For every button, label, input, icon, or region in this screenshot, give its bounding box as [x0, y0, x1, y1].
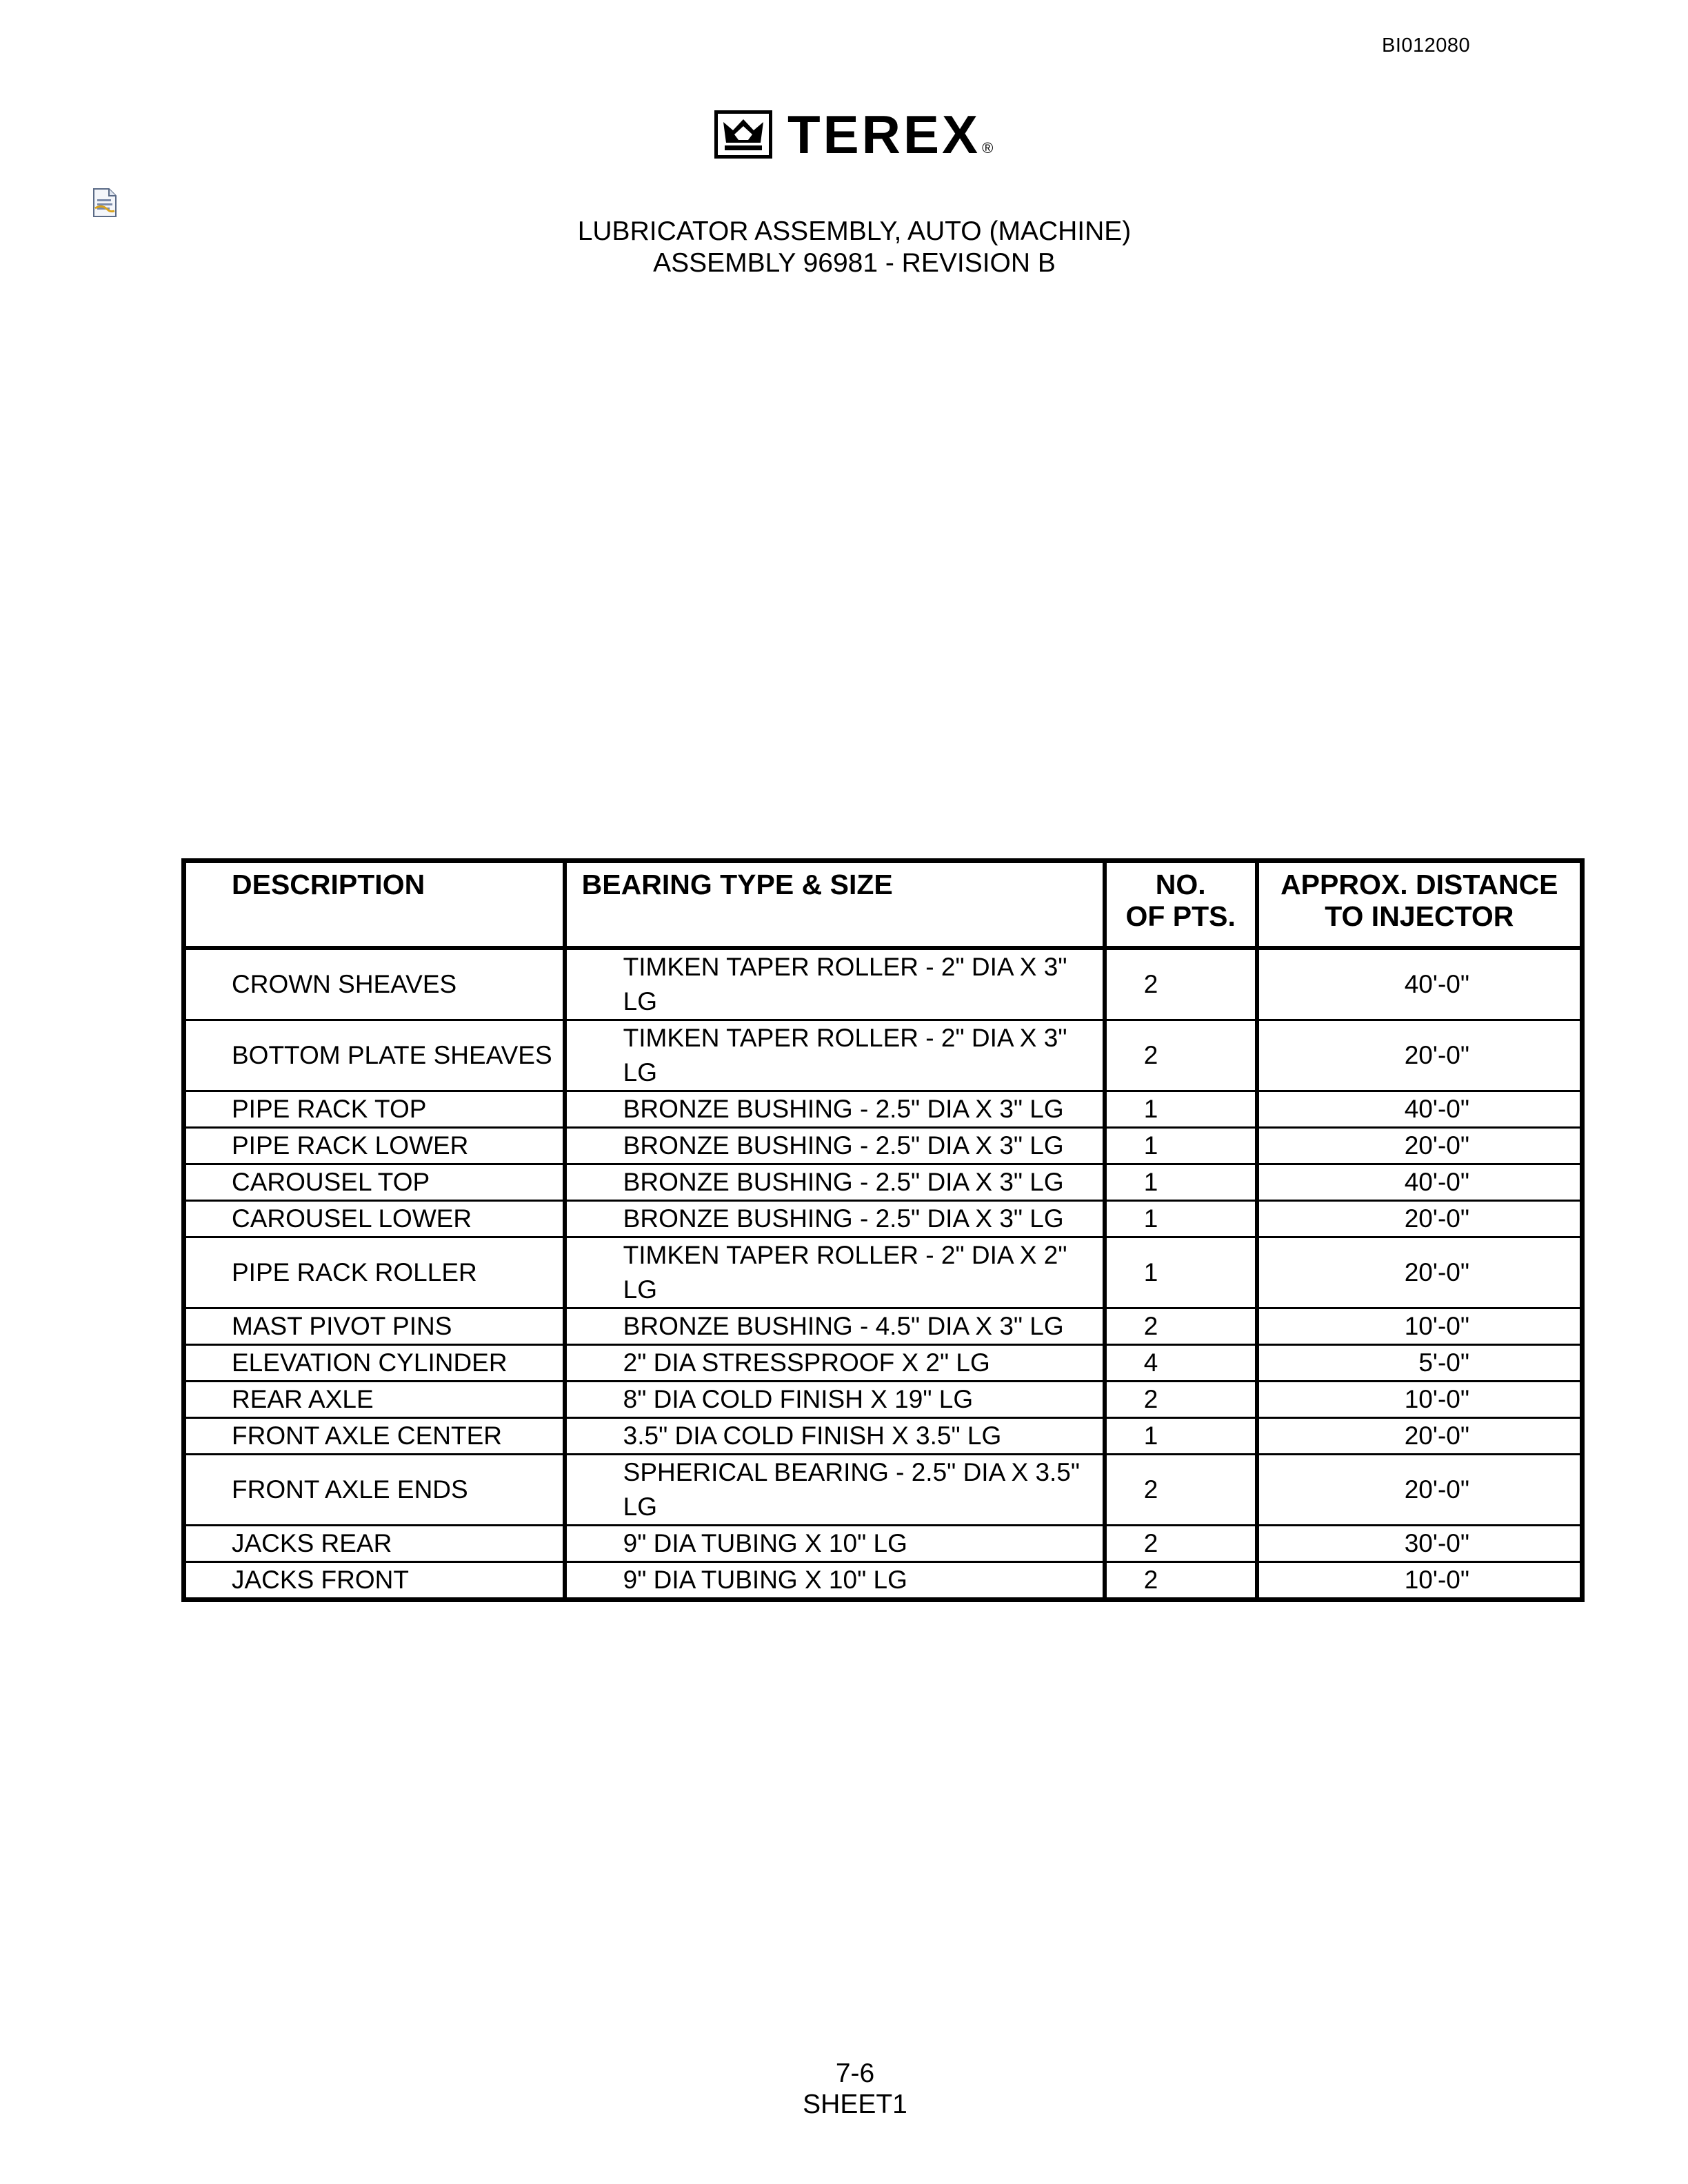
cell-bearing: BRONZE BUSHING - 2.5" DIA X 3" LG [565, 1201, 1105, 1237]
table-row [184, 1455, 1582, 1526]
cell-distance: 5'-0" [1257, 1345, 1582, 1382]
cell-bearing: 9" DIA TUBING X 10" LG [565, 1562, 1105, 1600]
table-row [184, 1562, 1582, 1600]
cell-description: CAROUSEL TOP [184, 1164, 565, 1201]
document-title [0, 216, 1688, 279]
header-distance [1257, 861, 1582, 949]
table-row [184, 1164, 1582, 1201]
cell-points: 2 [1105, 1382, 1257, 1418]
cell-description: PIPE RACK ROLLER [184, 1237, 565, 1308]
cell-bearing: 8" DIA COLD FINISH X 19" LG [565, 1382, 1105, 1418]
header-number-of-points [1105, 861, 1257, 949]
cell-description: CAROUSEL LOWER [184, 1201, 565, 1237]
cell-bearing: 9" DIA TUBING X 10" LG [565, 1526, 1105, 1562]
cell-description: CROWN SHEAVES [184, 948, 565, 1020]
cell-distance: 40'-0" [1257, 1164, 1582, 1201]
page-footer [0, 2058, 1688, 2120]
logo-wordmark: TEREX [787, 104, 981, 165]
header-distance-line-1: APPROX. DISTANCE [1280, 869, 1558, 900]
cell-description: FRONT AXLE CENTER [184, 1418, 565, 1455]
cell-distance: 20'-0" [1257, 1455, 1582, 1526]
document-id: BI012080 [1382, 34, 1471, 57]
title-line-1: LUBRICATOR ASSEMBLY, AUTO (MACHINE) [577, 216, 1132, 246]
cell-distance: 40'-0" [1257, 1091, 1582, 1128]
table-row [184, 1020, 1582, 1091]
cell-description: PIPE RACK TOP [184, 1091, 565, 1128]
table-row [184, 1418, 1582, 1455]
header-bearing-type: BEARING TYPE & SIZE [565, 861, 1105, 949]
cell-points: 2 [1105, 1308, 1257, 1345]
cell-bearing: BRONZE BUSHING - 2.5" DIA X 3" LG [565, 1164, 1105, 1201]
cell-points: 1 [1105, 1091, 1257, 1128]
header-distance-line-2: TO INJECTOR [1325, 900, 1514, 932]
lubrication-points-table [181, 858, 1585, 1602]
table-header-row [184, 861, 1582, 949]
cell-bearing: TIMKEN TAPER ROLLER - 2" DIA X 3" LG [565, 1020, 1105, 1091]
page-number: 7-6 [835, 2059, 875, 2088]
cell-bearing: TIMKEN TAPER ROLLER - 2" DIA X 2" LG [565, 1237, 1105, 1308]
cell-distance: 20'-0" [1257, 1128, 1582, 1164]
table-row [184, 1128, 1582, 1164]
terex-crown-icon [714, 110, 772, 159]
cell-distance: 20'-0" [1257, 1020, 1582, 1091]
cell-distance: 30'-0" [1257, 1526, 1582, 1562]
table-row [184, 948, 1582, 1020]
cell-distance: 10'-0" [1257, 1382, 1582, 1418]
cell-distance: 20'-0" [1257, 1418, 1582, 1455]
cell-bearing: SPHERICAL BEARING - 2.5" DIA X 3.5" LG [565, 1455, 1105, 1526]
cell-points: 2 [1105, 1020, 1257, 1091]
cell-points: 1 [1105, 1237, 1257, 1308]
header-no-line-1: NO. [1155, 869, 1206, 900]
cell-points: 2 [1105, 1455, 1257, 1526]
cell-points: 1 [1105, 1201, 1257, 1237]
cell-points: 1 [1105, 1128, 1257, 1164]
cell-points: 2 [1105, 1562, 1257, 1600]
cell-bearing: BRONZE BUSHING - 4.5" DIA X 3" LG [565, 1308, 1105, 1345]
cell-distance: 10'-0" [1257, 1308, 1582, 1345]
header-no-line-2: OF PTS. [1125, 900, 1236, 932]
table-row [184, 1345, 1582, 1382]
registered-mark: ® [982, 139, 994, 156]
cell-description: REAR AXLE [184, 1382, 565, 1418]
cell-description: PIPE RACK LOWER [184, 1128, 565, 1164]
cell-points: 4 [1105, 1345, 1257, 1382]
cell-description: BOTTOM PLATE SHEAVES [184, 1020, 565, 1091]
cell-description: ELEVATION CYLINDER [184, 1345, 565, 1382]
table-row [184, 1091, 1582, 1128]
table-row [184, 1382, 1582, 1418]
sheet-label: SHEET1 [803, 2090, 907, 2119]
cell-description: FRONT AXLE ENDS [184, 1455, 565, 1526]
table-row [184, 1526, 1582, 1562]
title-line-2: ASSEMBLY 96981 - REVISION B [653, 248, 1056, 278]
table-row [184, 1237, 1582, 1308]
cell-description: JACKS FRONT [184, 1562, 565, 1600]
cell-points: 2 [1105, 1526, 1257, 1562]
document-attachment-icon[interactable] [91, 188, 119, 218]
cell-distance: 40'-0" [1257, 948, 1582, 1020]
cell-bearing: BRONZE BUSHING - 2.5" DIA X 3" LG [565, 1091, 1105, 1128]
cell-bearing: BRONZE BUSHING - 2.5" DIA X 3" LG [565, 1128, 1105, 1164]
cell-distance: 20'-0" [1257, 1237, 1582, 1308]
cell-points: 1 [1105, 1164, 1257, 1201]
cell-description: MAST PIVOT PINS [184, 1308, 565, 1345]
cell-bearing: 2" DIA STRESSPROOF X 2" LG [565, 1345, 1105, 1382]
cell-points: 1 [1105, 1418, 1257, 1455]
table-row [184, 1308, 1582, 1345]
cell-description: JACKS REAR [184, 1526, 565, 1562]
cell-distance: 20'-0" [1257, 1201, 1582, 1237]
terex-logo [714, 104, 994, 165]
header-description: DESCRIPTION [184, 861, 565, 949]
cell-distance: 10'-0" [1257, 1562, 1582, 1600]
cell-points: 2 [1105, 948, 1257, 1020]
cell-bearing: TIMKEN TAPER ROLLER - 2" DIA X 3" LG [565, 948, 1105, 1020]
table-row [184, 1201, 1582, 1237]
cell-bearing: 3.5" DIA COLD FINISH X 3.5" LG [565, 1418, 1105, 1455]
